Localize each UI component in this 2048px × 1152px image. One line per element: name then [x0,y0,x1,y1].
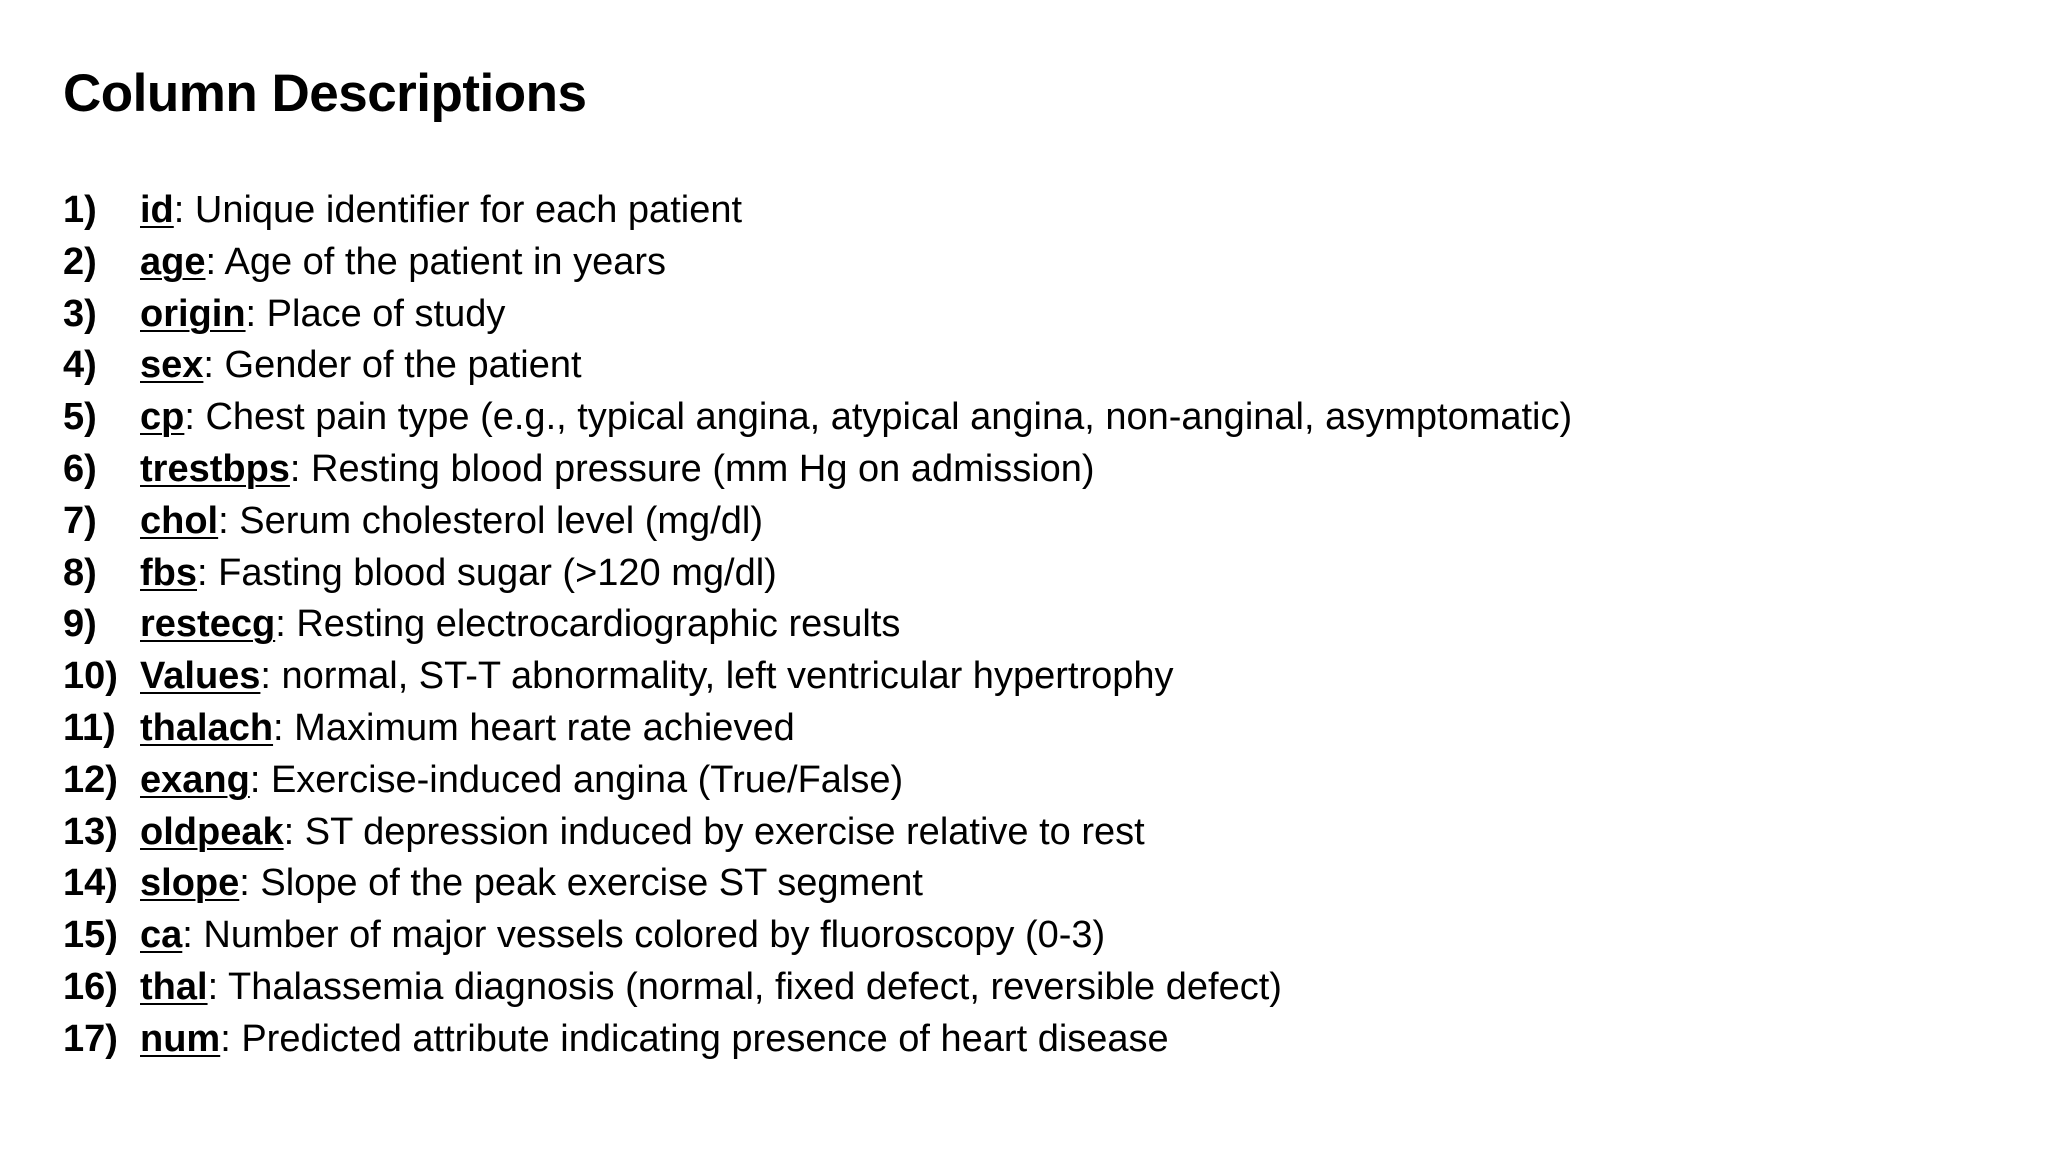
column-description: : Slope of the peak exercise ST segment [239,862,923,905]
page-title: Column Descriptions [63,64,587,123]
item-number: 8) [63,551,97,594]
column-description: : Resting electrocardiographic results [275,603,901,646]
column-description: : Chest pain type (e.g., typical angina, atypical angina, non-anginal, asymptomatic) [184,396,1573,439]
column-name: exang [140,758,250,801]
column-name: id [140,189,174,231]
item-number: 4) [63,344,97,387]
list-item [63,858,1572,910]
column-description: : normal, ST-T abnormality, left ventricular hypertrophy [260,655,1174,698]
item-number: 5) [63,396,97,439]
column-name: origin [140,292,246,335]
item-number: 7) [63,499,97,542]
column-description: : Gender of the patient [203,344,582,387]
column-name: restecg [140,603,276,646]
column-name: thal [140,965,208,1008]
column-description: : Exercise-induced angina (True/False) [249,758,904,801]
column-name: num [140,1017,221,1060]
column-description: : Fasting blood sugar (>120 mg/dl) [197,551,777,594]
column-description: : Age of the patient in years [205,240,667,283]
column-name: age [140,240,206,283]
column-description-list [63,185,1572,1066]
column-name: oldpeak [140,810,284,853]
list-item [63,444,1572,496]
item-number: 10) [63,655,118,698]
list-item [63,1014,1572,1066]
column-description: : Maximum heart rate achieved [273,706,795,749]
item-number: 16) [63,965,118,1008]
item-number: 3) [63,292,97,335]
list-item [63,755,1572,807]
list-item [63,599,1572,651]
column-name: thalach [140,706,274,749]
column-name: slope [140,862,240,905]
list-item [63,910,1572,962]
list-item [63,340,1572,392]
column-name: sex [140,344,204,387]
column-description: : Thalassemia diagnosis (normal, fixed defect, reversible defect) [207,965,1282,1008]
column-description: : Unique identifier for each patient [173,189,743,231]
item-number: 14) [63,862,118,905]
column-description: : Place of study [245,292,506,335]
item-number: 12) [63,758,118,801]
list-item [63,548,1572,600]
item-number: 9) [63,603,97,646]
list-item [63,962,1572,1014]
column-name: ca [140,914,183,957]
item-number: 11) [63,706,116,749]
column-description: : Serum cholesterol level (mg/dl) [218,499,763,542]
list-item [63,651,1572,703]
column-description: : Predicted attribute indicating presence of heart disease [220,1017,1169,1060]
column-name: trestbps [140,447,290,490]
column-description: : Number of major vessels colored by fluoroscopy (0-3) [182,914,1106,957]
list-item [63,496,1572,548]
column-name: fbs [140,551,197,594]
item-number: 17) [63,1017,118,1060]
column-name: chol [140,499,219,542]
item-number: 15) [63,914,118,957]
list-item [63,237,1572,289]
column-description: : Resting blood pressure (mm Hg on admission) [289,447,1095,490]
list-item [63,185,1572,237]
item-number: 1) [63,189,97,231]
column-name: Values [140,655,261,698]
column-name: cp [140,396,185,439]
list-item [63,289,1572,341]
item-number: 6) [63,447,97,490]
column-description: : ST depression induced by exercise relative to rest [283,810,1145,853]
list-item [63,392,1572,444]
list-item [63,807,1572,859]
item-number: 2) [63,240,97,283]
item-number: 13) [63,810,118,853]
list-item [63,703,1572,755]
